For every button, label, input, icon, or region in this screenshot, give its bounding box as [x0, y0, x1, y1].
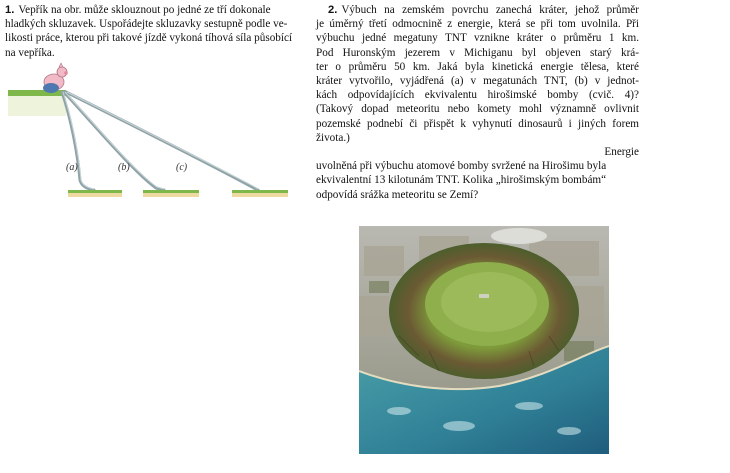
- problem-2-line-6: kráter vytvořilo, vyjádřená (a) v megatunách TNT, (b) v jednot-: [316, 75, 639, 88]
- pig-icon: [43, 63, 68, 93]
- problem-2-line-3: výbuchu jedné megatuny TNT vznikne kráter o průměru 1 km.: [316, 32, 639, 45]
- problem-2-line-12: uvolněná při výbuchu atomové bomby svržené na Hirošimu byla: [316, 160, 607, 173]
- problem-2-line-10: života.): [316, 131, 350, 144]
- problem-1-line-1: 1. Vepřík na obr. může sklouznout po jedné ze tří dokonale: [5, 4, 271, 16]
- problem-2: [316, 3, 639, 202]
- problem-2-line-9: pozemské podnebí či přispět k vyhynutí dinosaurů i jiných forem: [316, 117, 639, 130]
- problem-2-line-14: odpovídá srážka meteoritu se Zemí?: [316, 188, 479, 201]
- label-a: (a): [66, 162, 78, 173]
- label-c: (c): [176, 162, 188, 173]
- crater-aerial-photo: [359, 226, 609, 454]
- problem-1-line-2: hladkých skluzavek. Uspořádejte skluzavky sestupně podle ve-: [5, 18, 288, 31]
- problem-2-number: 2.: [328, 4, 338, 16]
- problem-1-number: 1.: [5, 4, 15, 16]
- slides: [62, 92, 258, 190]
- slides-figure: [6, 62, 298, 202]
- problem-2-line-11: Energie: [604, 146, 639, 159]
- pad-c: [232, 190, 288, 193]
- pad-a: [68, 190, 122, 193]
- label-b: (b): [118, 162, 130, 173]
- problem-2-line-2: je úměrný třetí odmocnině z energie, která se při tom uvolnila. Při: [316, 18, 639, 31]
- slide-c: [66, 92, 258, 190]
- problem-2-line-8: (Takový dopad meteoritu nebo komety mohl významně ovlivnit: [316, 103, 639, 116]
- problem-1-line-3: likosti práce, kterou při takové jízdě vykoná tíhová síla působící: [5, 32, 293, 45]
- problem-2-line-1: 2. Výbuch na zemském povrchu zanechá kráter, jehož průměr: [328, 4, 639, 16]
- problem-2-line-7: kách odpovídajících ekvivalentu hirošimské bomby (cvič. 4)?: [316, 89, 639, 102]
- pad-b: [143, 190, 199, 193]
- landing-pads: [68, 190, 288, 197]
- problem-1-line-4: na vepříka.: [5, 46, 55, 59]
- problem-2-line-5: ter o průměru 50 km. Jaká byla kinetická energie tělesa, které: [316, 60, 639, 73]
- problem-2-line-13: ekvivalentní 13 kilotunám TNT. Kolika „hirošimským bombám“: [316, 174, 607, 187]
- problem-1: [5, 3, 303, 60]
- problem-2-line-4: Pod Huronským jezerem v Michiganu byl objeven starý krá-: [316, 46, 639, 59]
